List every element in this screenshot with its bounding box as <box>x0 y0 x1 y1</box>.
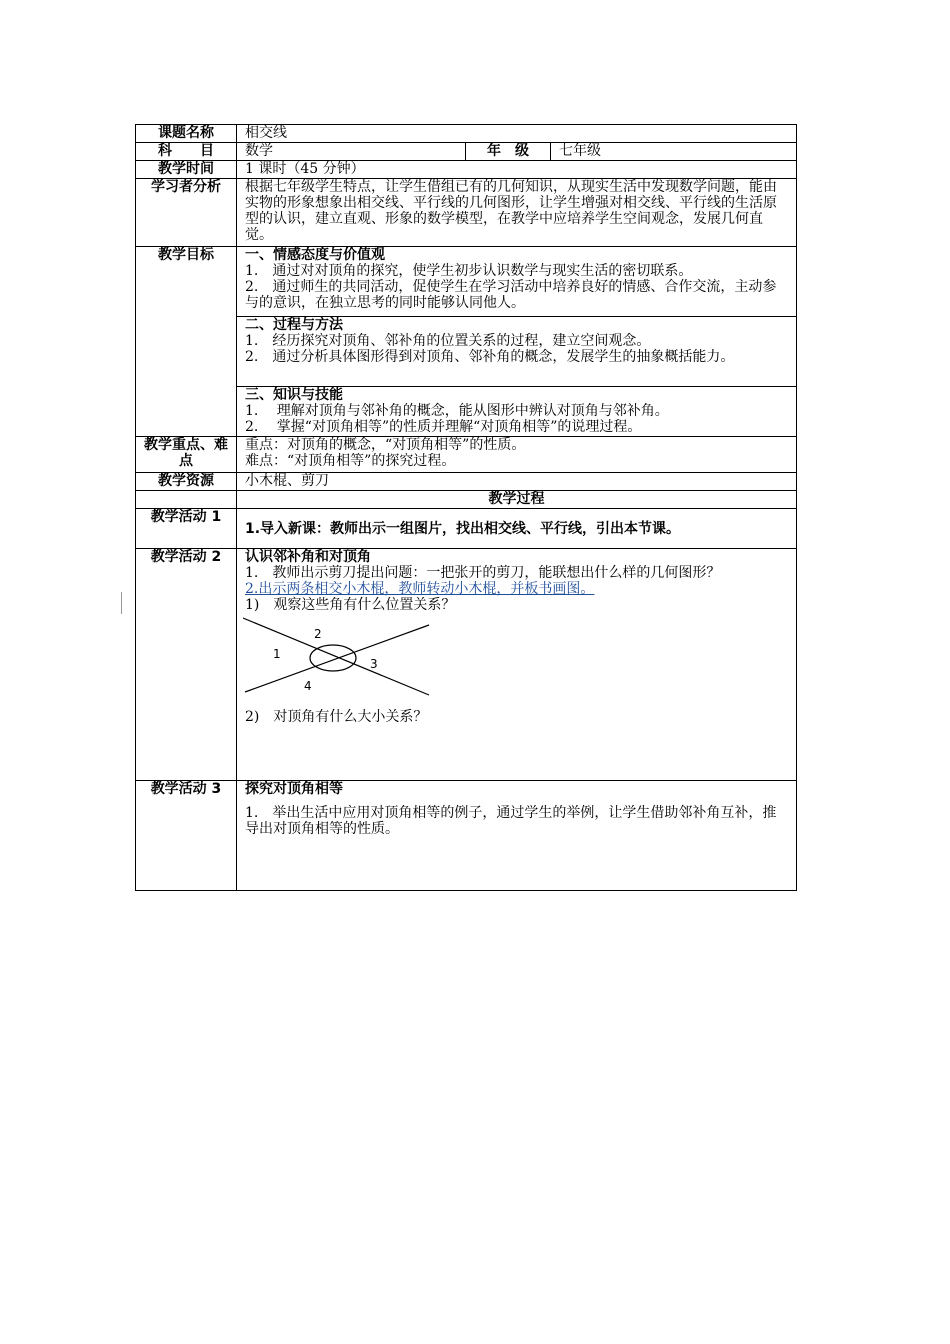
goal-item: 2. 掌握“对顶角相等”的性质并理解“对顶角相等”的说理过程。 <box>245 419 642 435</box>
goal-item: 1. 通过对对顶角的探究，使学生初步认识数学与现实生活的密切联系。 <box>245 263 693 279</box>
grade-value: 七年级 <box>551 143 797 161</box>
row-time <box>136 161 797 179</box>
learner-label: 学习者分析 <box>136 179 237 247</box>
resources-label: 教学资源 <box>136 473 237 491</box>
keypoints-label: 教学重点、难点 <box>136 437 237 473</box>
activity3-label: 教学活动 3 <box>136 781 237 891</box>
activity3-item1: 1. 举出生活中应用对顶角相等的例子，通过学生的举例，让学生借助邻补角互补，推导出对顶角相等的性质。 <box>245 805 777 837</box>
goal-section-title: 一、情感态度与价值观 <box>245 247 385 263</box>
row-learner <box>136 179 797 247</box>
activity2-content <box>237 549 797 781</box>
row-activity-3 <box>136 781 797 891</box>
margin-mark <box>121 592 122 614</box>
row-topic <box>136 125 797 143</box>
goal-item: 1. 经历探究对顶角、邻补角的位置关系的过程，建立空间观念。 <box>245 333 651 349</box>
grade-label: 年 级 <box>466 143 551 161</box>
topic-value: 相交线 <box>237 125 797 143</box>
goal-section-title: 二、过程与方法 <box>245 317 343 333</box>
keypoints-value <box>237 437 797 473</box>
empty-cell <box>136 491 237 509</box>
row-keypoints <box>136 437 797 473</box>
learner-value: 根据七年级学生特点，让学生借组已有的几何知识，从现实生活中发现数学问题，能由实物的形象想象出相交线、平行线的几何图形，让学生增强对相交线、平行线的生活原型的认识，建立直观、形象的数学模型，在教学中应培养学生空间观念，发展几何直觉。 <box>237 179 797 247</box>
resources-value: 小木棍、剪刀 <box>237 473 797 491</box>
activity1-text: 1.导入新课：教师出示一组图片，找出相交线、平行线，引出本节课。 <box>237 509 797 549</box>
goal-section-3 <box>237 387 797 437</box>
row-process-header <box>136 491 797 509</box>
angle-label-2: 2 <box>314 627 322 641</box>
goal-item: 2. 通过师生的共同活动，促使学生在学习活动中培养良好的情感、合作交流，主动参与的意识，在独立思考的同时能够认同他人。 <box>245 279 777 311</box>
goal-item: 1. 理解对顶角与邻补角的概念，能从图形中辨认对顶角与邻补角。 <box>245 403 669 419</box>
activity2-label: 教学活动 2 <box>136 549 237 781</box>
difficulty-line: 难点：“对顶角相等”的探究过程。 <box>245 453 456 469</box>
activity2-question1: 1) 观察这些角有什么位置关系？ <box>245 597 456 613</box>
goal-section-1 <box>237 247 797 317</box>
row-activity-2 <box>136 549 797 781</box>
activity3-title: 探究对顶角相等 <box>245 781 343 797</box>
time-value: 1 课时（45 分钟） <box>237 161 797 179</box>
goal-section-title: 三、知识与技能 <box>245 387 343 403</box>
lesson-plan-table <box>135 124 797 891</box>
row-subject <box>136 143 797 161</box>
goal-section-2 <box>237 317 797 387</box>
activity2-title: 认识邻补角和对顶角 <box>245 549 371 565</box>
subject-value: 数学 <box>237 143 466 161</box>
angle-circle <box>310 645 356 671</box>
activity2-item1: 1. 教师出示剪刀提出问题：一把张开的剪刀，能联想出什么样的几何图形？ <box>245 565 721 581</box>
activity2-item2[interactable]: 2.出示两条相交小木棍，教师转动小木棍，并板书画图。 <box>245 581 595 597</box>
row-activity-1 <box>136 509 797 549</box>
activity3-content <box>237 781 797 891</box>
angle-label-3: 3 <box>370 657 378 671</box>
intersecting-lines-figure <box>243 615 443 699</box>
goals-label: 教学目标 <box>136 247 237 437</box>
line-a <box>243 618 429 695</box>
row-goal-1 <box>136 247 797 317</box>
keypoint-line: 重点：对顶角的概念，“对顶角相等”的性质。 <box>245 437 526 453</box>
process-header: 教学过程 <box>237 491 797 509</box>
activity2-question2: 2) 对顶角有什么大小关系？ <box>245 709 428 725</box>
row-resources <box>136 473 797 491</box>
time-label: 教学时间 <box>136 161 237 179</box>
activity1-label: 教学活动 1 <box>136 509 237 549</box>
goal-item: 2. 通过分析具体图形得到对顶角、邻补角的概念，发展学生的抽象概括能力。 <box>245 349 735 365</box>
subject-label: 科 目 <box>136 143 237 161</box>
topic-label: 课题名称 <box>136 125 237 143</box>
angle-label-4: 4 <box>304 679 312 693</box>
angle-label-1: 1 <box>273 647 281 661</box>
